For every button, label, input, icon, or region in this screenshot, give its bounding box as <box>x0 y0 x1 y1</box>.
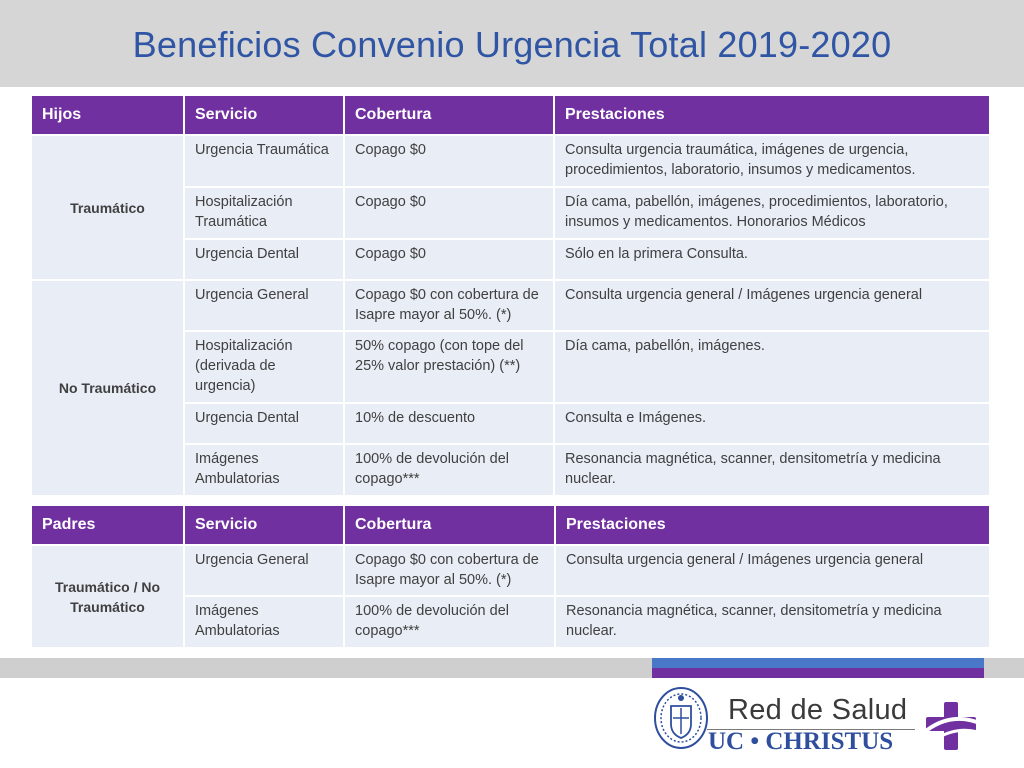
cell-prestaciones: Resonancia magnética, scanner, densitometría y medicina nuclear. <box>555 596 990 648</box>
header-padres: Padres <box>31 505 184 545</box>
cell-servicio: Urgencia Dental <box>184 239 344 280</box>
header-servicio: Servicio <box>184 505 344 545</box>
header-prestaciones: Prestaciones <box>554 95 990 135</box>
cell-prestaciones: Consulta e Imágenes. <box>554 403 990 444</box>
table-header-row <box>31 95 990 135</box>
table-row <box>31 280 990 331</box>
logo-red-de-salud: Red de Salud <box>728 694 908 726</box>
table-header-row <box>31 505 990 545</box>
header-hijos: Hijos <box>31 95 184 135</box>
table-row <box>31 135 990 187</box>
footer-stripe-blue <box>652 658 984 668</box>
cell-cobertura: Copago $0 con cobertura de Isapre mayor al 50%. (*) <box>344 280 554 331</box>
cell-cobertura: Copago $0 <box>344 187 554 239</box>
cell-prestaciones: Resonancia magnética, scanner, densitometría y medicina nuclear. <box>554 444 990 496</box>
table-row <box>31 545 990 596</box>
cell-prestaciones: Consulta urgencia traumática, imágenes de urgencia, procedimientos, laboratorio, insumos y medicamentos. <box>554 135 990 187</box>
university-seal-icon <box>653 686 709 750</box>
benefits-table-hijos <box>30 94 991 497</box>
christus-cross-icon <box>920 700 984 752</box>
cell-servicio: Urgencia Dental <box>184 403 344 444</box>
cell-cobertura: Copago $0 <box>344 239 554 280</box>
cell-prestaciones: Sólo en la primera Consulta. <box>554 239 990 280</box>
cell-servicio: Hospitalización (derivada de urgencia) <box>184 331 344 403</box>
cell-servicio: Imágenes Ambulatorias <box>184 596 344 648</box>
cell-cobertura: 100% de devolución del copago*** <box>344 596 555 648</box>
cell-cobertura: Copago $0 <box>344 135 554 187</box>
cell-servicio: Hospitalización Traumática <box>184 187 344 239</box>
group-label-traumatico-no-traumatico: Traumático / No Traumático <box>31 545 184 648</box>
group-label-no-traumatico: No Traumático <box>31 280 184 496</box>
page-title: Beneficios Convenio Urgencia Total 2019-2020 <box>132 24 892 65</box>
cell-servicio: Urgencia General <box>184 545 344 596</box>
footer-stripe-purple <box>652 668 984 678</box>
cell-cobertura: 50% copago (con tope del 25% valor prestación) (**) <box>344 331 554 403</box>
group-label-traumatico: Traumático <box>31 135 184 280</box>
cell-cobertura: 10% de descuento <box>344 403 554 444</box>
header-cobertura: Cobertura <box>344 505 555 545</box>
cell-cobertura: 100% de devolución del copago*** <box>344 444 554 496</box>
header-servicio: Servicio <box>184 95 344 135</box>
cell-servicio: Imágenes Ambulatorias <box>184 444 344 496</box>
cell-prestaciones: Consulta urgencia general / Imágenes urgencia general <box>555 545 990 596</box>
header-cobertura: Cobertura <box>344 95 554 135</box>
cell-servicio: Urgencia General <box>184 280 344 331</box>
cell-cobertura: Copago $0 con cobertura de Isapre mayor al 50%. (*) <box>344 545 555 596</box>
cell-prestaciones: Día cama, pabellón, imágenes. <box>554 331 990 403</box>
benefits-table-padres <box>30 504 991 649</box>
logo-uc-christus: UC • CHRISTUS <box>708 728 894 755</box>
header-prestaciones: Prestaciones <box>555 505 990 545</box>
cell-prestaciones: Consulta urgencia general / Imágenes urgencia general <box>554 280 990 331</box>
cell-prestaciones: Día cama, pabellón, imágenes, procedimientos, laboratorio, insumos y medicamentos. Honorarios Médicos <box>554 187 990 239</box>
cell-servicio: Urgencia Traumática <box>184 135 344 187</box>
